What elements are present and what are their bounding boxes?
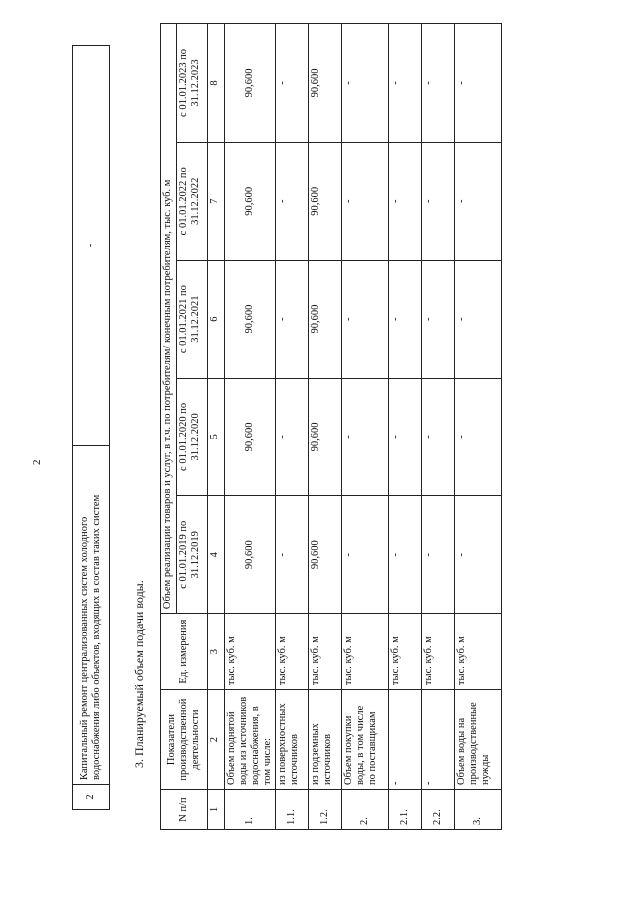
row-unit: тыс. куб. м bbox=[422, 614, 455, 690]
row-value: - bbox=[422, 496, 455, 614]
row-value: - bbox=[389, 496, 422, 614]
table-row bbox=[422, 24, 455, 830]
row-number: 2 bbox=[73, 785, 110, 810]
row-value: - bbox=[342, 142, 389, 260]
table-row bbox=[309, 24, 342, 830]
row-num: 2. bbox=[342, 790, 389, 830]
header-period: с 01.01.2022 по 31.12.2022 bbox=[177, 142, 208, 260]
row-num: 3. bbox=[455, 790, 502, 830]
column-number: 7 bbox=[208, 142, 225, 260]
row-unit: тыс. куб. м bbox=[276, 614, 309, 690]
section-heading: 3. Планируемый объем подачи воды. bbox=[132, 580, 146, 768]
row-value: 90,600 bbox=[225, 142, 276, 260]
row-indicator: Объем покупки воды, в том числе по поставщикам bbox=[342, 690, 389, 790]
row-value: - bbox=[73, 46, 110, 446]
header-group: Объем реализации товаров и услуг, в т.ч. по потребителям/ конечным потребителям, тыс. куб. м bbox=[161, 24, 177, 614]
row-num: 1. bbox=[225, 790, 276, 830]
row-value: - bbox=[276, 260, 309, 378]
column-number: 6 bbox=[208, 260, 225, 378]
row-value: - bbox=[342, 24, 389, 143]
row-value: - bbox=[389, 378, 422, 496]
row-value: - bbox=[455, 496, 502, 614]
column-number: 1 bbox=[208, 790, 225, 830]
header-period: с 01.01.2023 по 31.12.2023 bbox=[177, 24, 208, 143]
column-numbers-row bbox=[208, 24, 225, 830]
row-unit: тыс. куб. м bbox=[389, 614, 422, 690]
header-period: с 01.01.2020 по 31.12.2020 bbox=[177, 378, 208, 496]
table-row bbox=[342, 24, 389, 830]
row-indicator: из поверхностных источников bbox=[276, 690, 309, 790]
row-value: 90,600 bbox=[225, 260, 276, 378]
header-unit: Ед. измерения bbox=[161, 614, 208, 690]
row-value: - bbox=[455, 24, 502, 143]
row-value: - bbox=[276, 496, 309, 614]
column-number: 8 bbox=[208, 24, 225, 143]
row-num: 2.1. bbox=[389, 790, 422, 830]
column-number: 2 bbox=[208, 690, 225, 790]
row-value: 90,600 bbox=[225, 24, 276, 143]
page-number: 2 bbox=[31, 459, 43, 465]
row-value: 90,600 bbox=[225, 378, 276, 496]
row-value: 90,600 bbox=[309, 378, 342, 496]
row-unit: тыс. куб. м bbox=[225, 614, 276, 690]
row-value: - bbox=[276, 142, 309, 260]
row-indicator: из подземных источников bbox=[309, 690, 342, 790]
row-value: - bbox=[342, 260, 389, 378]
row-value: - bbox=[455, 142, 502, 260]
row-value: - bbox=[389, 24, 422, 143]
header-period: с 01.01.2021 по 31.12.2021 bbox=[177, 260, 208, 378]
row-value: 90,600 bbox=[309, 260, 342, 378]
row-indicator: - bbox=[389, 690, 422, 790]
row-value: - bbox=[422, 260, 455, 378]
row-value: - bbox=[342, 496, 389, 614]
row-value: - bbox=[455, 378, 502, 496]
row-unit: тыс. куб. м bbox=[309, 614, 342, 690]
row-num: 1.2. bbox=[309, 790, 342, 830]
column-number: 5 bbox=[208, 378, 225, 496]
row-value: - bbox=[342, 378, 389, 496]
column-number: 3 bbox=[208, 614, 225, 690]
row-value: 90,600 bbox=[309, 496, 342, 614]
row-value: - bbox=[389, 142, 422, 260]
column-number: 4 bbox=[208, 496, 225, 614]
row-value: - bbox=[389, 260, 422, 378]
row-indicator: - bbox=[422, 690, 455, 790]
row-unit: тыс. куб. м bbox=[342, 614, 389, 690]
water-volume-table bbox=[160, 23, 502, 830]
row-value: - bbox=[422, 24, 455, 143]
header-num: N п/п bbox=[161, 790, 208, 830]
row-value: 90,600 bbox=[225, 496, 276, 614]
row-indicator: Объем воды на производственные нужды bbox=[455, 690, 502, 790]
header-indicator: Показатели производственной деятельности bbox=[161, 690, 208, 790]
header-row bbox=[161, 24, 177, 830]
table-row bbox=[455, 24, 502, 830]
table-row bbox=[276, 24, 309, 830]
header-period: с 01.01.2019 по 31.12.2019 bbox=[177, 496, 208, 614]
row-value: - bbox=[276, 378, 309, 496]
table-row bbox=[225, 24, 276, 830]
capital-repair-table bbox=[72, 45, 110, 810]
row-value: - bbox=[455, 260, 502, 378]
row-unit: тыс. куб. м bbox=[455, 614, 502, 690]
row-num: 2.2. bbox=[422, 790, 455, 830]
table-row bbox=[389, 24, 422, 830]
row-num: 1.1. bbox=[276, 790, 309, 830]
row-value: - bbox=[276, 24, 309, 143]
row-value: - bbox=[422, 142, 455, 260]
row-indicator: Объем поднятой воды из источников водоснабжения, в том числе: bbox=[225, 690, 276, 790]
row-value: 90,600 bbox=[309, 24, 342, 143]
row-value: 90,600 bbox=[309, 142, 342, 260]
row-value: - bbox=[422, 378, 455, 496]
row-description: Капитальный ремонт централизованных систем холодного водоснабжения либо объектов, входящих в состав таких систем bbox=[73, 446, 110, 785]
table-row bbox=[73, 46, 110, 810]
